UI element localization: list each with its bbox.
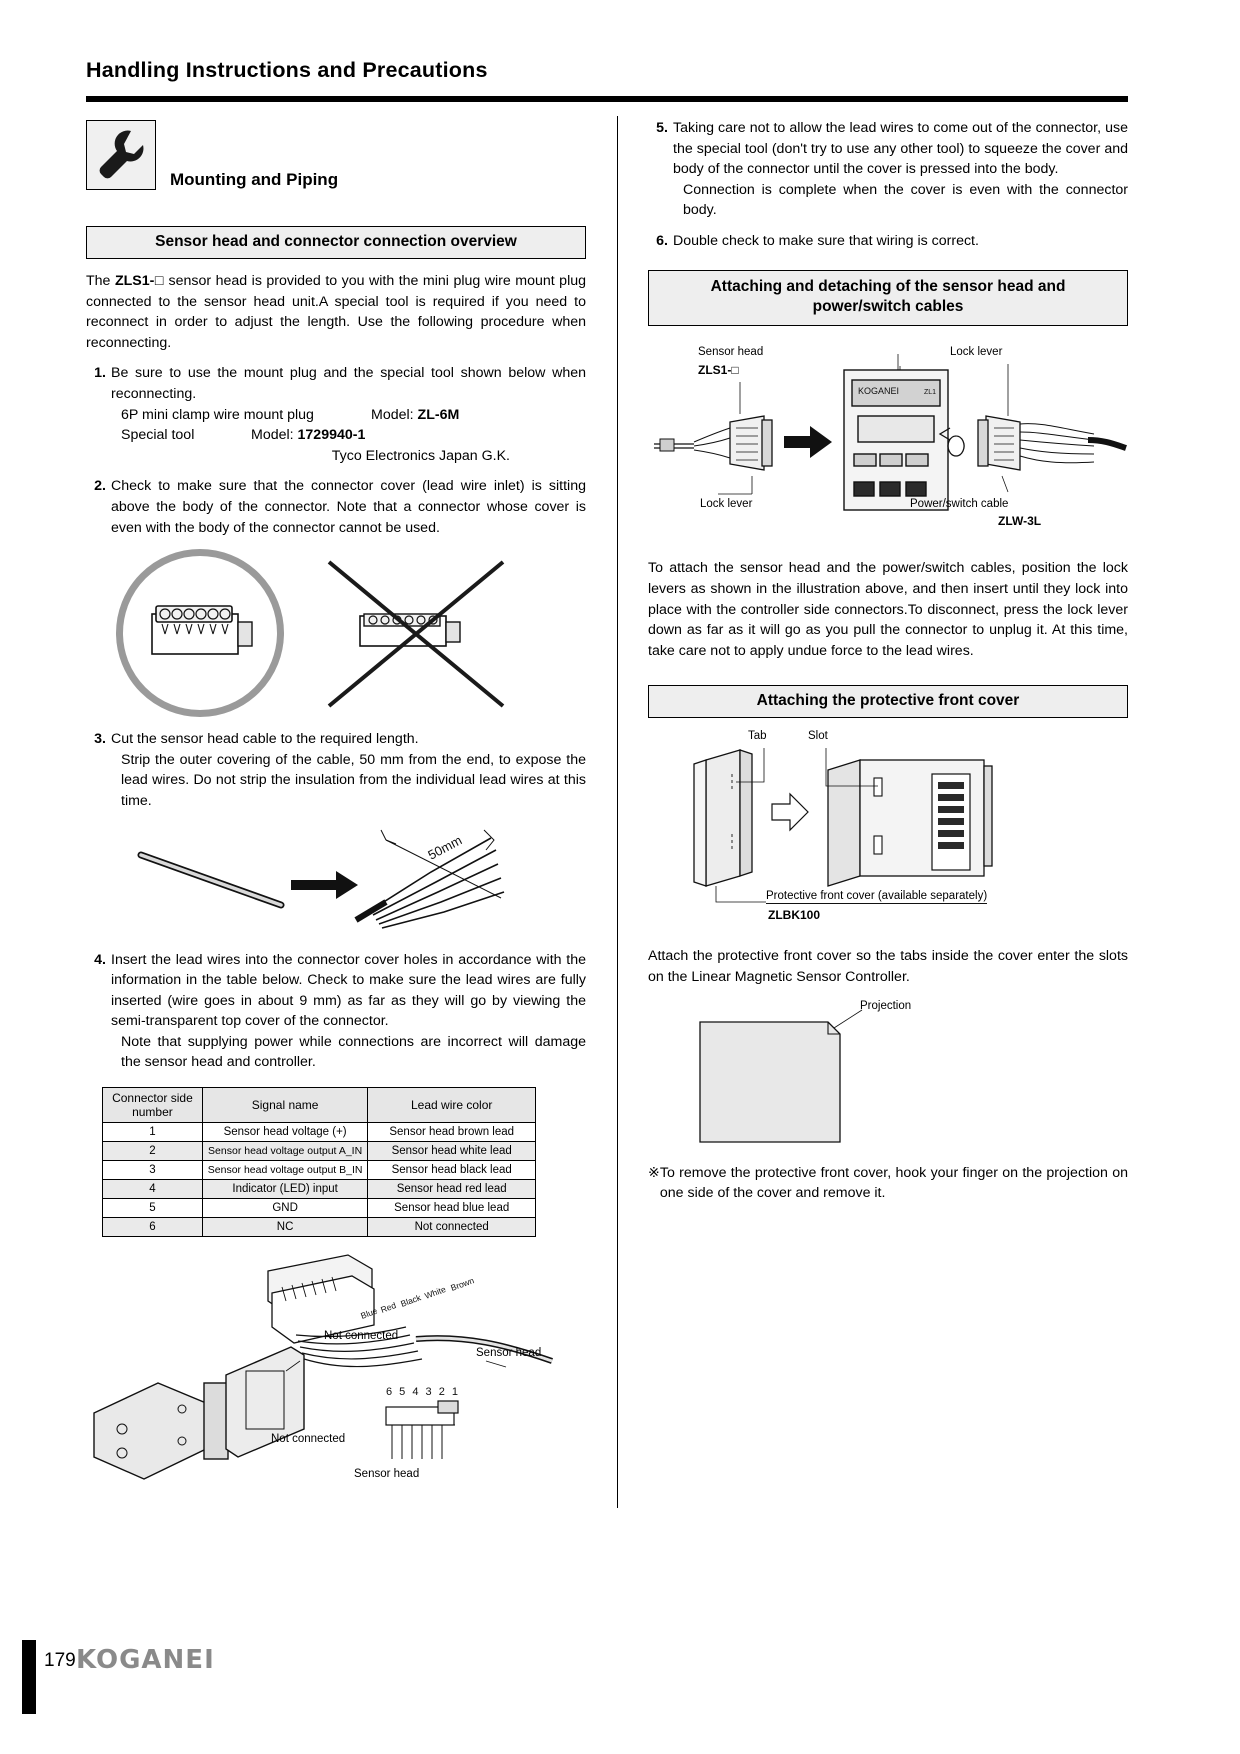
intro-text-2: sensor head is provided to you with the mini plug wire mount plug connected to the sensor head unit.A special tool is required if you need to reconnect in order to adjust the length. Use the following procedure when reconnecting.: [86, 273, 586, 351]
svg-text:ZL1: ZL1: [924, 389, 937, 397]
attach-label-lock-lever-top: Lock lever: [950, 346, 1003, 359]
step-text: Double check to make sure that wiring is correct.: [673, 232, 979, 249]
svg-text:6 5 4 3 2 1: 6 5 4 3 2 1: [386, 1386, 460, 1399]
left-column: [86, 118, 586, 1493]
step1-plug-model-label: Model:: [371, 406, 418, 423]
step1-manufacturer: Tyco Electronics Japan G.K.: [331, 447, 510, 464]
mounting-and-piping-heading: Mounting and Piping: [170, 170, 339, 189]
table-cell-color: Sensor head blue lead: [368, 1199, 536, 1218]
note-text: To remove the protective front cover, hook your finger on the projection on one side of the cover and remove it.: [659, 1164, 1128, 1202]
step-number: 6.: [656, 232, 668, 249]
projection-figure: [648, 1000, 1128, 1155]
cover-paragraph: Attach the protective front cover so the tabs inside the cover enter the slots on the Linear Magnetic Sensor Controller.: [648, 948, 1128, 985]
table-row: [103, 1142, 536, 1161]
wiring-illustration: [86, 1243, 586, 1493]
list-item: [648, 231, 1128, 252]
intro-text-1: The: [86, 273, 115, 289]
section-header-protective-cover: Attaching the protective front cover: [648, 685, 1128, 718]
table-cell-pin: 5: [103, 1199, 203, 1218]
step1-tool-label: Special tool: [121, 427, 195, 444]
projection-label: Projection: [860, 999, 912, 1012]
step-text: Cut the sensor head cable to the required length.: [111, 731, 419, 748]
step4-line2: Note that supplying power while connections are incorrect will damage the sensor head and controller.: [121, 1033, 586, 1071]
table-cell-pin: 2: [103, 1142, 203, 1161]
page-title: Handling Instructions and Precautions: [86, 58, 488, 82]
attach-label-lock-lever-bottom: Lock lever: [700, 498, 753, 511]
column-divider: [617, 116, 618, 1508]
table-cell-color: Not connected: [368, 1218, 536, 1237]
page-number: 179: [44, 1650, 76, 1671]
table-row: [103, 1123, 536, 1142]
svg-text:50mm: 50mm: [425, 831, 465, 863]
table-cell-color: Sensor head brown lead: [368, 1123, 536, 1142]
pinout-table: [102, 1087, 536, 1237]
step-number: 2.: [94, 478, 106, 495]
connector-correct-illustration: [148, 602, 260, 664]
list-item: [648, 118, 1128, 221]
cable-strip-figure: [86, 820, 586, 940]
table-cell-signal: GND: [202, 1199, 368, 1218]
step-text: Be sure to use the mount plug and the special tool shown below when reconnecting.: [111, 365, 586, 402]
attach-label-sensor-head: Sensor head: [698, 346, 764, 359]
list-item: [86, 729, 586, 811]
section2-title-line1: Attaching and detaching of the sensor head and: [710, 277, 1066, 295]
section2-title-line2: power/switch cables: [812, 298, 964, 316]
table-cell-signal: Indicator (LED) input: [202, 1180, 368, 1199]
table-cell-pin: 1: [103, 1123, 203, 1142]
svg-text:Blue: Blue: [359, 1305, 379, 1321]
step-text: Taking care not to allow the lead wires to come out of the connector, use the special tool (don't try to use any other tool) to squeeze the cover and body of the connector until the cover is pressed into the body.: [673, 120, 1128, 178]
wiring-label-not-connected-1: Not connected: [324, 1330, 399, 1343]
attach-label-power-cable-model: ZLW-3L: [998, 514, 1042, 529]
connector-comparison-figure: [86, 544, 586, 719]
table-cell-pin: 4: [103, 1180, 203, 1199]
table-row: [103, 1180, 536, 1199]
projection-illustration: [648, 1000, 1128, 1155]
section-header-connection-overview: Sensor head and connector connection overview: [86, 226, 586, 259]
intro-paragraph: [86, 271, 586, 353]
header-divider: [86, 96, 1128, 102]
table-header-cell: Lead wire color: [368, 1088, 536, 1123]
step-number: 3.: [94, 731, 106, 748]
table-cell-color: Sensor head red lead: [368, 1180, 536, 1199]
step1-plug-label: 6P mini clamp wire mount plug: [121, 406, 314, 423]
svg-text:KOGANEI: KOGANEI: [858, 386, 900, 397]
table-header-row: [103, 1088, 536, 1123]
attach-label-power-cable: Power/switch cable: [910, 498, 1009, 511]
step-text: Check to make sure that the connector cover (lead wire inlet) is sitting above the body of the connector. Note that a connector whose cover is even with the body of the connector cannot be used.: [111, 478, 586, 536]
list-item: [86, 363, 586, 466]
step5-line2: Connection is complete when the cover is even with the connector body.: [683, 181, 1128, 219]
intro-model-bold: ZLS1-: [114, 273, 155, 289]
table-cell-color: Sensor head black lead: [368, 1161, 536, 1180]
svg-text:Brown: Brown: [449, 1275, 476, 1293]
wiring-label-not-connected-2: Not connected: [271, 1433, 346, 1446]
step-number: 5.: [656, 120, 668, 136]
table-cell-color: Sensor head white lead: [368, 1142, 536, 1161]
svg-text:Black: Black: [399, 1292, 423, 1309]
wiring-figure: [86, 1243, 586, 1493]
intro-model-box: □: [154, 273, 165, 289]
step-text: Insert the lead wires into the connector cover holes in accordance with the information in the table below. Check to make sure the lead wires are fully inserted (wire goes in about 9 mm) as far as they will go by viewing the semi-transparent top cover of the connector.: [111, 951, 586, 1030]
right-column: [648, 118, 1128, 1204]
table-cell-signal: Sensor head voltage output B_IN: [202, 1161, 368, 1180]
brand-logo: KOGANEI: [76, 1645, 215, 1675]
table-header-cell: Connector side number: [103, 1088, 203, 1123]
step1-plug-model-value: ZL-6M: [417, 406, 460, 423]
table-cell-signal: Sensor head voltage output A_IN: [202, 1142, 368, 1161]
table-row: [103, 1218, 536, 1237]
attach-paragraph: To attach the sensor head and the power/switch cables, position the lock levers as shown in the illustration above, and then insert until they lock into place with the controller side connectors.To disconnect, press the lock lever down as far as it will go as you pull the connector to unplug it. At this time, take care not to apply undue force to the lead wires.: [648, 560, 1128, 659]
attach-model-text: ZLS1-: [698, 363, 732, 378]
table-row: [103, 1199, 536, 1218]
list-item: [86, 950, 586, 1074]
svg-text:White: White: [423, 1284, 448, 1301]
table-cell-signal: Sensor head voltage (+): [202, 1123, 368, 1142]
step3-line2: Strip the outer covering of the cable, 50 mm from the end, to expose the lead wires. Do not strip the insulation from the individual lead wires at this time.: [121, 751, 586, 809]
attach-label-model: [698, 363, 739, 377]
protective-cover-figure: [648, 726, 1128, 926]
step-number: 4.: [94, 951, 106, 968]
svg-text:Red: Red: [379, 1300, 398, 1315]
section-header-attaching-detaching: [648, 270, 1128, 327]
cover-label-tab: Tab: [748, 730, 767, 743]
attach-model-box: □: [731, 363, 739, 378]
list-item: [86, 476, 586, 538]
step-number: 1.: [94, 365, 106, 382]
table-row: [103, 1161, 536, 1180]
step1-tool-model-label: Model:: [251, 427, 298, 444]
attach-detach-figure: [648, 336, 1128, 529]
cover-label-protective-cover: Protective front cover (available separately): [766, 890, 988, 903]
wiring-label-sensor-head-2: Sensor head: [354, 1468, 420, 1481]
step1-line2: [111, 405, 586, 426]
step1-line3: [111, 425, 586, 446]
page-edge-marker: [22, 1640, 36, 1714]
table-cell-pin: 6: [103, 1218, 203, 1237]
removal-note: [648, 1163, 1128, 1204]
step1-tool-model-value: 1729940-1: [297, 427, 366, 444]
wiring-label-sensor-head-1: Sensor head: [476, 1347, 542, 1360]
cable-strip-illustration: [86, 820, 586, 940]
table-cell-pin: 3: [103, 1161, 203, 1180]
cover-label-slot: Slot: [808, 730, 828, 743]
cover-label-model: ZLBK100: [768, 908, 821, 923]
cross-out-icon: [321, 554, 511, 714]
table-cell-signal: NC: [202, 1218, 368, 1237]
note-symbol: ※: [648, 1164, 660, 1181]
table-header-cell: Signal name: [202, 1088, 368, 1123]
